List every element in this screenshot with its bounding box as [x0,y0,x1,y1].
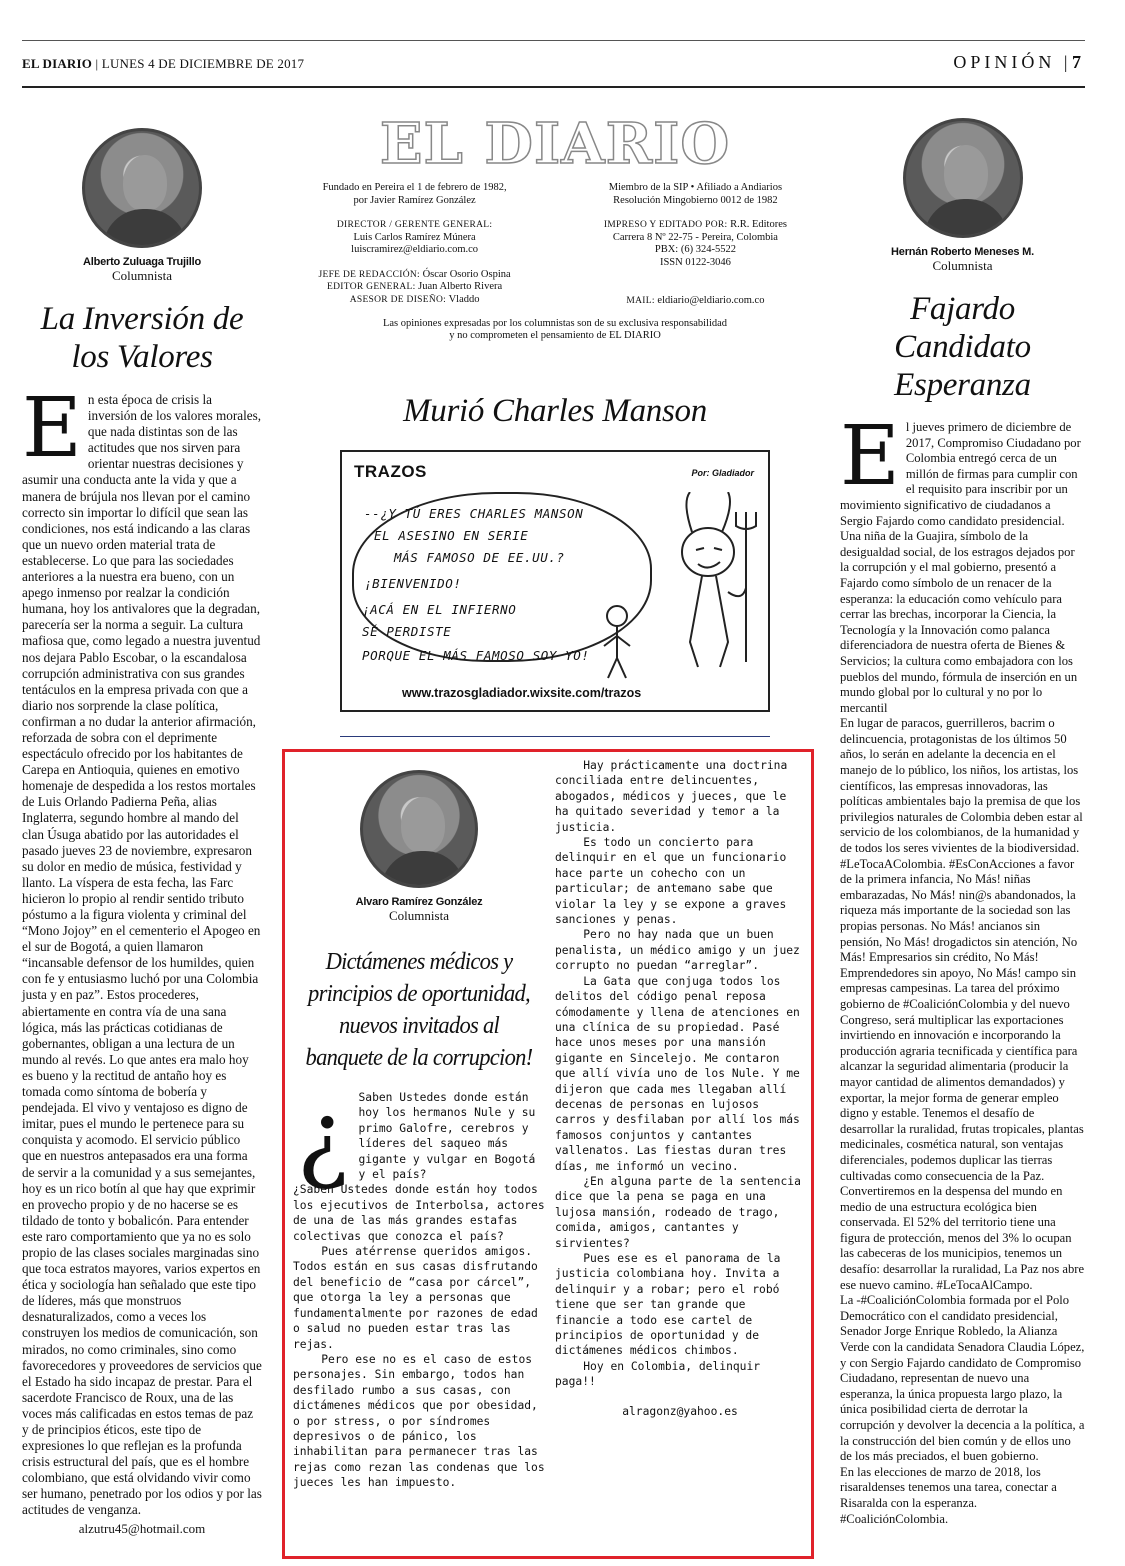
paragraph: La -#CoaliciónColombia formada por el Polo Democrático con el candidato presidencial, Senador Jorge Enrique Robledo, la Alianza Verde con la candidata Senadora Claudia López, y con Sergio Fajardo candidato de Compromiso Ciudadano, representan de nuevo una esperanza, la única propuesta largo plazo, la única posibilidad cierta de derrotar la corrupción y devolver la decencia a la política, a la construcción del bien común y de ellos uno de los más preciados, el buen gobierno. [840,1293,1085,1464]
mail-label: MAIL: [626,296,655,306]
editor-line [285,281,544,294]
speech-line: PORQUE EL MÁS FAMOSO SOY YO! [362,647,590,663]
drop-cap: E [840,409,900,504]
pbx-line: PBX: (6) 324-5522 [654,244,736,255]
disclaimer [285,318,825,343]
author-role: Columnista [112,268,172,283]
asesor-name: Vladdo [448,293,480,305]
director-email[interactable]: luiscramirez@eldiario.com.co [351,244,479,255]
folio-right [953,52,1085,73]
highlighted-article [282,749,814,1559]
speech-line: ¡ACÁ EN EL INFIERNO [362,601,517,617]
jefe-name: Óscar Osorio Ospina [422,268,511,280]
speech-line: ¡BIENVENIDO! [364,575,462,591]
paragraph: Pues atérrense queridos amigos. Todos están en sus casas disfrutando del beneficio de “casa por cárcel”, que otorga la ley a personas que fundamentalmente por razones de edad o salud no pueden estar tras las rejas. [293,1245,538,1351]
paragraph: ¿Saben Ustedes donde están hoy todos los ejecutivos de Interbolsa, actores de una de las más grandes estafas colectivas que conozca el país? [293,1183,545,1243]
speech-line: --¿Y TÚ ERES CHARLES MANSON [364,505,584,521]
author-name: Alvaro Ramírez González [355,896,483,908]
director-name: Luis Carlos Ramírez Múnera [353,231,476,243]
impreso-label: IMPRESO Y EDITADO POR: [603,220,728,230]
article-text: n esta época de crisis la inversión de los valores morales, que nada distintas son de las actitudes que nos sirven para orientar nuestras decisiones y asumir una conducta ante la vida y que a manera de brújula nos llevan por el camino correcto sin importar lo difícil que sean las condiciones, nos está indicando a las claras que un nuevo orden material trata de establecerse. Lo que para las sociedades anteriores a la nuestra era bueno, con un apego inmenso por realzar la condición humana, hoy los antivalores que la degradan, parecería ser la norma a seguir. La cultura mafiosa que, como legado a nuestra juventud nos dejara Pablo Escobar, o la escandalosa corrupción administrativa con sus grandes tentáculos en la empresa privada con que a diario nos sorprende la clase política, confirman a no dudar la anterior afirmación, reforzada de sobra con el deprimente espectáculo ofrecido por los habitantes de Carepa en Antioquia, quienes en emotivo homenaje de despedida a los restos mortales de Luis Orlando Padierna Peña, alias Inglaterra, segundo hombre al mando del clan Úsuga abatido por las autoridades el pasado jueves 23 de noviembre, expresaron su dolor en medio de música, festividad y llanto. La víspera de esta fecha, las Farc hicieron lo propio al rendir sentido tributo póstumo a la figura violenta y criminal del “Mono Jojoy” en el cementerio el Apogeo en el sur de Bogotá, a quien llamaron “incansable defensor de los humildes, quien con fe y entusiasmo luchó por una Colombia justa y en paz”. Estos procederes, abiertamente en contra vía de una sana lógica, más las prácticas cotidianas de gobernantes, obligan a una lectura de un mundo al revés. Lo que antes era malo hoy es bueno y la rectitud de antaño hoy es tomada como síntoma de bobería y pendejada. El vivo y ventajoso es digno de imitar, pues el mundo le pertenece para su conquista y acomodo. El servicio público que en nuestros antepasados era una forma de servir a la comunidad y a sus semejantes, hoy es un rico botín al que hay que exprimir en provecho propio y de no hacerse se es tildado de tonto y bobalicón. Para entender este raro comportamiento que ya no es solo propio de las clases sociales marginadas sino que toca estratos mayores, varios expertos en ética y sociología han señalado que este tipo de líderes, más que monstruos desnaturalizados, como a veces los construyen los medios de comunicación, son mirados, no como criminales, sino como favorecedores y proveedores de servicios que el Estado ha sido incapaz de prestar. Para el sacerdote Francisco de Roux, una de las voces más calificadas en estos temas de paz y de principios éticos, este tipo de expresiones lo que reflejan es la profunda crisis estructural del país, que es el hombre colombiano, que está olvidando vivir como ser humano, penetrado por los odios y por las actitudes de venganza. [22,392,262,1518]
drop-cap: ¿ [297,1081,349,1193]
jefe-label: JEFE DE REDACCIÓN: [318,269,420,280]
masthead-credits-right [566,182,825,308]
devil-illustration [662,492,762,672]
section-name: OPINIÓN [953,52,1056,72]
speech-line: SÉ PERDISTE [362,623,452,639]
author-photo [903,118,1023,238]
cartoon-image [340,450,770,712]
masthead-credits [285,182,825,308]
jefe-line [285,269,544,282]
impreso-name: R.R. Editores [730,219,787,230]
header-rule [22,86,1085,88]
author-email[interactable]: alragonz@yahoo.es [622,1404,738,1418]
cartoon-title: Murió Charles Manson [403,392,707,429]
mail-line [566,295,825,308]
article-column-1 [293,770,545,1491]
paragraph: Hay prácticamente una doctrina conciliada entre delincuentes, abogados, médicos y jueces, que le ha quitado severidad y temor a la justicia. [555,759,788,834]
resolution-line: Resolución Mingobierno 0012 de 1982 [613,194,778,206]
paragraph: En lugar de paracos, guerrilleros, bacrim o delincuencia, protagonistas de los últimos 50 años, lo serán en adelante la decencia en el manejo de lo público, los niños, los artistas, los científicos, las empresas innovadoras, las políticas ambientales bajo la premisa de que los privilegios naturales de Colombia deben estar al servicio de los colombianos, de la humanidad y de todos los seres vivientes de la biodiversidad. #LeTocaAColombia. #EsConAcciones a favor de la primera infancia, No Más! niñas embarazadas, No Más! nin@s abandonados, la riqueza más importante de la sociedad son las propias personas. No Más! ancianos sin pensión, No Más! drogadictos sin atención, No Más! Empresarios sin crédito, No Más! Emprendedores sin apoyo, No Más! campo sin empresas campesinas. La tarea del próximo gobierno de #CoaliciónColombia y del nuevo Congreso, será multiplicar las exportaciones invirtiendo en innovación e incorporando la producción agraria tecnificada y científica para alcanzar la seguridad alimentaria (producir la mayor cantidad de alimentos demandados) y exportar, la mejor forma de generar empleo digno y estable. Tenemos el desafío de desarrollar la ruralidad, frutas tropicales, plantas medicinales, cosmética natural, son ventajas diferenciales, podemos duplicar las tierras cultivadas como consecuencia de la Paz. Convertiremos en la despensa del mundo en medio de una estructura ecológica bien conservada. El 52% del territorio tiene una figura de protección, menos del 3% lo ocupan las cabeceras de los municipios, tenemos un desafío: desarrollar la ruralidad, La Paz nos abre ese nuevo camino. #LeTocaAlCampo. [840,716,1085,1292]
author-name: Hernán Roberto Meneses M. [891,246,1034,258]
paragraph: Pero ese no es el caso de estos personajes. Sin embargo, todos han desfilado rumbo a sus casas, con dictámenes médicos que por obesidad, o por stress, o por síndromes depresivos o de pánico, los inhabilitan para permanecer tras las rejas como rezan las condenas que los jueces les han impuesto. [293,1352,545,1490]
article-column-2 [555,758,805,1419]
masthead-logo: EL DIARIO [379,111,731,177]
disclaimer-line-2: y no comprometen el pensamiento de EL DIARIO [449,330,661,341]
right-column-article [840,118,1085,1527]
article-body [840,409,1085,1527]
issue-date: LUNES 4 DE DICIEMBRE DE 2017 [101,56,305,71]
paper-name: EL DIARIO [22,56,93,71]
impreso-line [566,219,825,232]
author-photo [82,128,202,248]
speech-line: EL ASESINO EN SERIE [374,527,529,543]
article-title: La Inversión de los Valores [40,301,244,375]
paragraph: ¿En alguna parte de la sentencia dice que la pena se paga en una lujosa mansión, rodeado de trago, comida, amigos, cantantes y sirvientes? [555,1174,801,1250]
paragraph: La Gata que conjuga todos los delitos del código penal reposa cómodamente y llena de atenciones en una clínica de su propiedad. Pasé hace unos meses por una mansión gigante en Sincelejo. Me contaron que allí vivía uno de los Nule. Y me dijeron que cada mes llegaban allí decenas de personas en lujosos carros y desfilaban por allí los más famosos conjuntos y cantantes vallenatos. Las fiestas duran tres días, me informó un vecino. [555,974,800,1173]
author-role: Columnista [932,258,993,273]
editor-label: EDITOR GENERAL: [327,282,416,292]
left-column-article [22,128,262,1537]
issn-line: ISSN 0122-3046 [659,256,731,268]
author-email[interactable]: alzutru45@hotmail.com [78,1520,206,1536]
paragraph: Es todo un concierto para delinquir en el que un funcionario hace parte un cohecho con un particular; de antemano sabe que violar la ley y se expone a graves sanciones y penas. [555,836,787,927]
founded-line: Fundado en Pereira el 1 de febrero de 1982, [322,182,507,193]
article-body [22,381,262,1519]
drop-cap: E [22,381,82,476]
article-title: Fajardo Candidato Esperanza [894,291,1031,403]
membership-line: Miembro de la SIP • Afiliado a Andiarios [608,182,783,193]
page-number: 7 [1072,52,1085,72]
cartoon-byline: Por: Gladiador [691,467,754,478]
paragraph: En las elecciones de marzo de 2018, los risaraldenses tenemos una tarea, conectar a Risaralda con la esperanza. #CoaliciónColombia. [840,1464,1057,1526]
manson-figure [592,602,642,682]
cartoon-url[interactable]: www.trazosgladiador.wixsite.com/trazos [402,685,642,700]
top-rule [22,40,1085,41]
folio-separator: | [95,56,102,71]
director-label: DIRECTOR / GERENTE GENERAL: [336,220,493,230]
article-title: Dictámenes médicos y principios de oportunidad, nuevos invitados al banquete de la corrupcion! [305,948,533,1071]
author-role: Columnista [389,908,449,923]
mail-address[interactable]: eldiario@eldiario.com.co [657,295,765,306]
paragraph: Hoy en Colombia, delinquir paga!! [555,1359,761,1389]
address-line: Carrera 8 Nº 22-75 - Pereira, Colombia [612,231,778,243]
paragraph-text: l jueves primero de diciembre de 2017, Compromiso Ciudadano por Colombia entregó cerca de un millón de firmas para cumplir con el requisito para inscribir por un movimiento significativo de ciudadanos a Sergio Fajardo como candidato presidencial. Una niña de la Guajira, símbolo de la desigualdad social, de los estragos dejados por la corrupción y el mal gobierno, presentó a Fajardo como símbolo de un renacer de la esperanza: la educación como vehículo para cerrar las brechas, incorporar la Ciencia, la Tecnología y la Innovación como palanca diferenciadora de nuestra oferta de Bienes & Servicios; la cultura como embajadora con los pueblos del mundo, fórmula de inserción en un mundo global por lo cultural y no por lo mercantil [840,420,1081,715]
author-name: Alberto Zuluaga Trujillo [82,256,202,268]
folio-left [22,56,304,72]
folio-separator: | [1063,52,1072,72]
cartoon-rule [340,736,770,737]
paragraph: Pero no hay nada que un buen penalista, un médico amigo y un juez corrupto no puedan “arreglar”. [555,928,800,973]
paragraph [840,409,1085,716]
founded-by: por Javier Ramírez González [353,194,476,206]
speech-line: MÁS FAMOSO DE EE.UU.? [394,549,565,565]
masthead-credits-left [285,182,544,308]
author-photo [360,770,478,888]
asesor-label: ASESOR DE DISEÑO: [349,294,447,305]
paragraph: Saben Ustedes donde están hoy los hermanos Nule y su primo Galofre, cerebros y líderes del saqueo más gigante y vulgar en Bogotá y el país? [358,1091,536,1182]
cartoon-brand: TRAZOS [354,461,427,481]
disclaimer-line-1: Las opiniones expresadas por los columnistas son de su exclusiva responsabilidad [382,317,728,329]
asesor-line [285,294,544,307]
masthead-block [285,112,825,737]
article-body [293,1081,545,1491]
editor-name: Juan Alberto Rivera [418,281,503,292]
paragraph: Pues ese es el panorama de la justicia colombiana hoy. Invita a delinquir y a robar; pero el robó tiene que ser tan grande que financie a todo ese cartel de principios de oportunidad y de dictámenes médicos chimbos. [555,1252,781,1358]
